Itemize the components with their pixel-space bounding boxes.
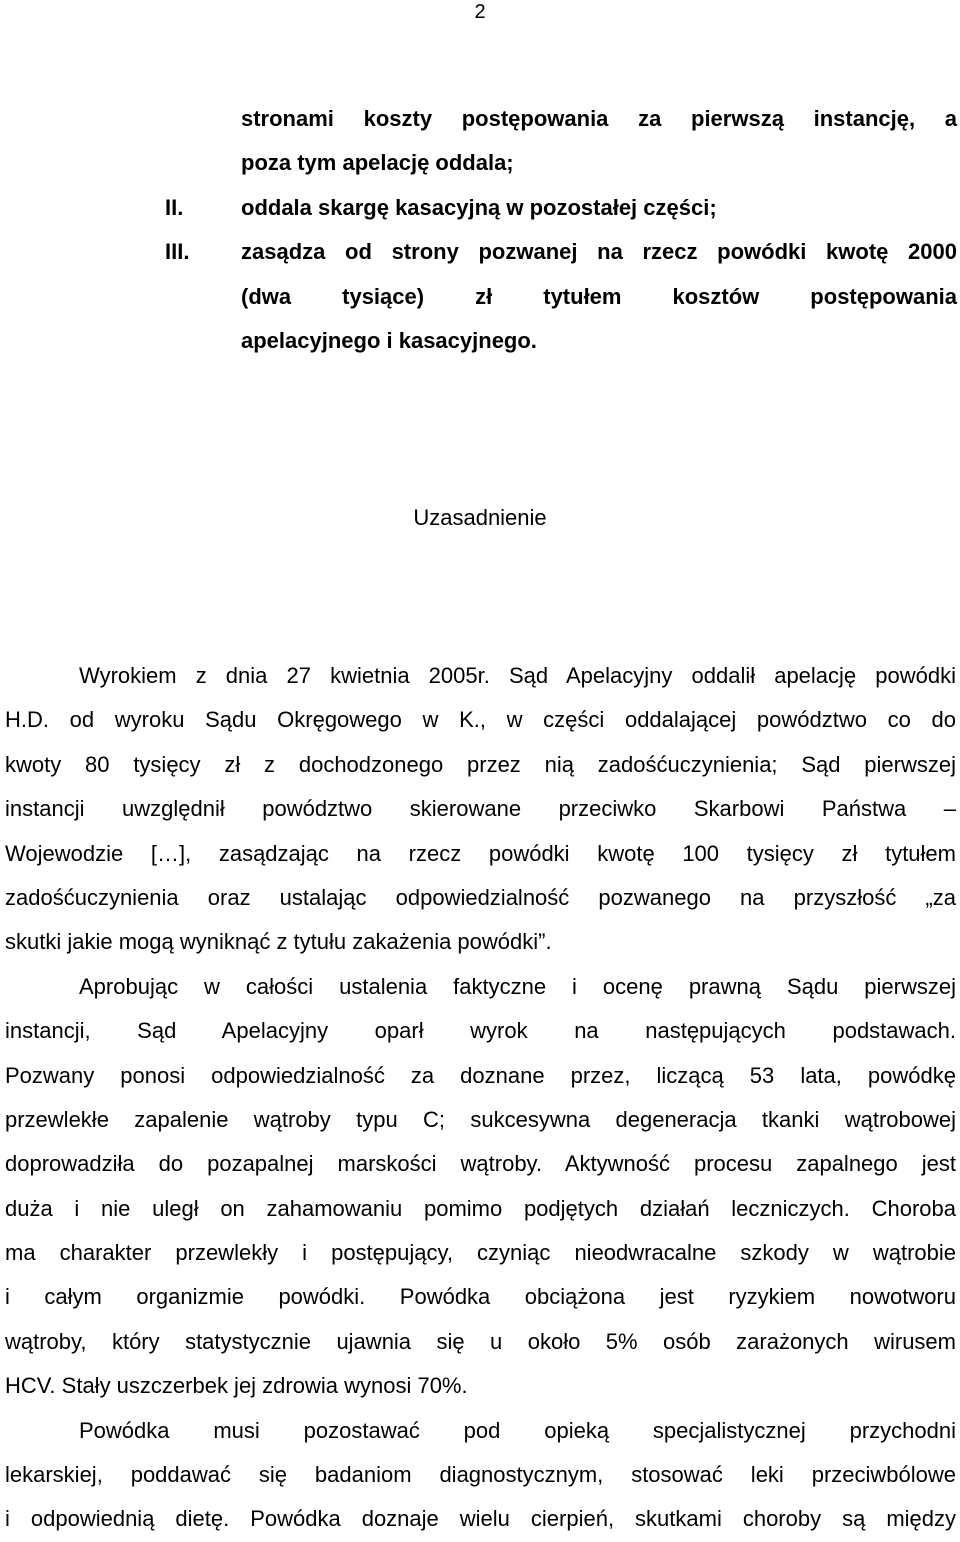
- list-item-text: (dwa tysiące) zł tytułem kosztów postępowania: [241, 283, 957, 309]
- list-marker: III.: [165, 239, 190, 265]
- body-line: wątroby, który statystycznie ujawnia się u około 5% osób zarażonych wirusem: [5, 1328, 956, 1354]
- body-line: i całym organizmie powódki. Powódka obciążona jest ryzykiem nowotworu: [5, 1284, 956, 1310]
- list-item-text: stronami koszty postępowania za pierwszą instancję, a: [241, 106, 957, 131]
- body-line: Aprobując w całości ustalenia faktyczne i ocenę prawną Sądu pierwszej: [79, 973, 956, 999]
- list-item: [0, 186, 960, 230]
- body-line: Wojewodzie […], zasądzając na rzecz powódki kwotę 100 tysięcy zł tytułem: [5, 840, 956, 866]
- list-item: [0, 275, 960, 319]
- list-item-text: oddala skargę kasacyjną w pozostałej części;: [241, 194, 717, 220]
- body-line: H.D. od wyroku Sądu Okręgowego w K., w części oddalającej powództwo co do: [5, 707, 956, 733]
- list-item: [0, 230, 960, 274]
- body-line: lekarskiej, poddawać się badaniom diagnostycznym, stosować leki przeciwbólowe: [5, 1462, 956, 1488]
- body-line: zadośćuczynienia oraz ustalając odpowiedzialność pozwanego na przyszłość „za: [5, 884, 956, 910]
- body-line: kwoty 80 tysięcy zł z dochodzonego przez nią zadośćuczynienia; Sąd pierwszej: [5, 751, 956, 777]
- list-item: [0, 319, 960, 363]
- list-item-text: poza tym apelację oddala;: [241, 150, 514, 176]
- body-line: instancji uwzględnił powództwo skierowane przeciwko Skarbowi Państwa –: [5, 796, 956, 822]
- body-line: instancji, Sąd Apelacyjny oparł wyrok na następujących podstawach.: [5, 1018, 956, 1044]
- body-line: doprowadziła do pozapalnej marskości wątroby. Aktywność procesu zapalnego jest: [5, 1151, 956, 1177]
- body-line: duża i nie uległ on zahamowaniu pomimo podjętych działań leczniczych. Choroba: [5, 1195, 956, 1221]
- ruling-list: [0, 97, 960, 363]
- list-marker: II.: [165, 194, 184, 220]
- body-line: HCV. Stały uszczerbek jej zdrowia wynosi 70%.: [5, 1373, 468, 1399]
- page-number: 2: [474, 1, 486, 23]
- body-line: skutki jakie mogą wyniknąć z tytułu zakażenia powódki”.: [5, 929, 552, 955]
- list-item-text: apelacyjnego i kasacyjnego.: [241, 327, 537, 353]
- list-item: [0, 141, 960, 185]
- body-line: Powódka musi pozostawać pod opieką specjalistycznej przychodni: [79, 1417, 956, 1443]
- body-line: Wyrokiem z dnia 27 kwietnia 2005r. Sąd Apelacyjny oddalił apelację powódki: [79, 663, 956, 688]
- body-line: ma charakter przewlekły i postępujący, czyniąc nieodwracalne szkody w wątrobie: [5, 1240, 956, 1266]
- body-line: Pozwany ponosi odpowiedzialność za doznane przez, liczącą 53 lata, powódkę: [5, 1062, 956, 1088]
- list-item-text: zasądza od strony pozwanej na rzecz powódki kwotę 2000: [241, 239, 957, 265]
- body-line: przewlekłe zapalenie wątroby typu C; sukcesywna degeneracja tkanki wątrobowej: [5, 1106, 956, 1132]
- list-item: [0, 97, 960, 141]
- section-heading: Uzasadnienie: [413, 505, 547, 530]
- body-line: i odpowiednią dietę. Powódka doznaje wielu cierpień, skutkami choroby są między: [5, 1506, 956, 1532]
- justification-body: [5, 654, 956, 1542]
